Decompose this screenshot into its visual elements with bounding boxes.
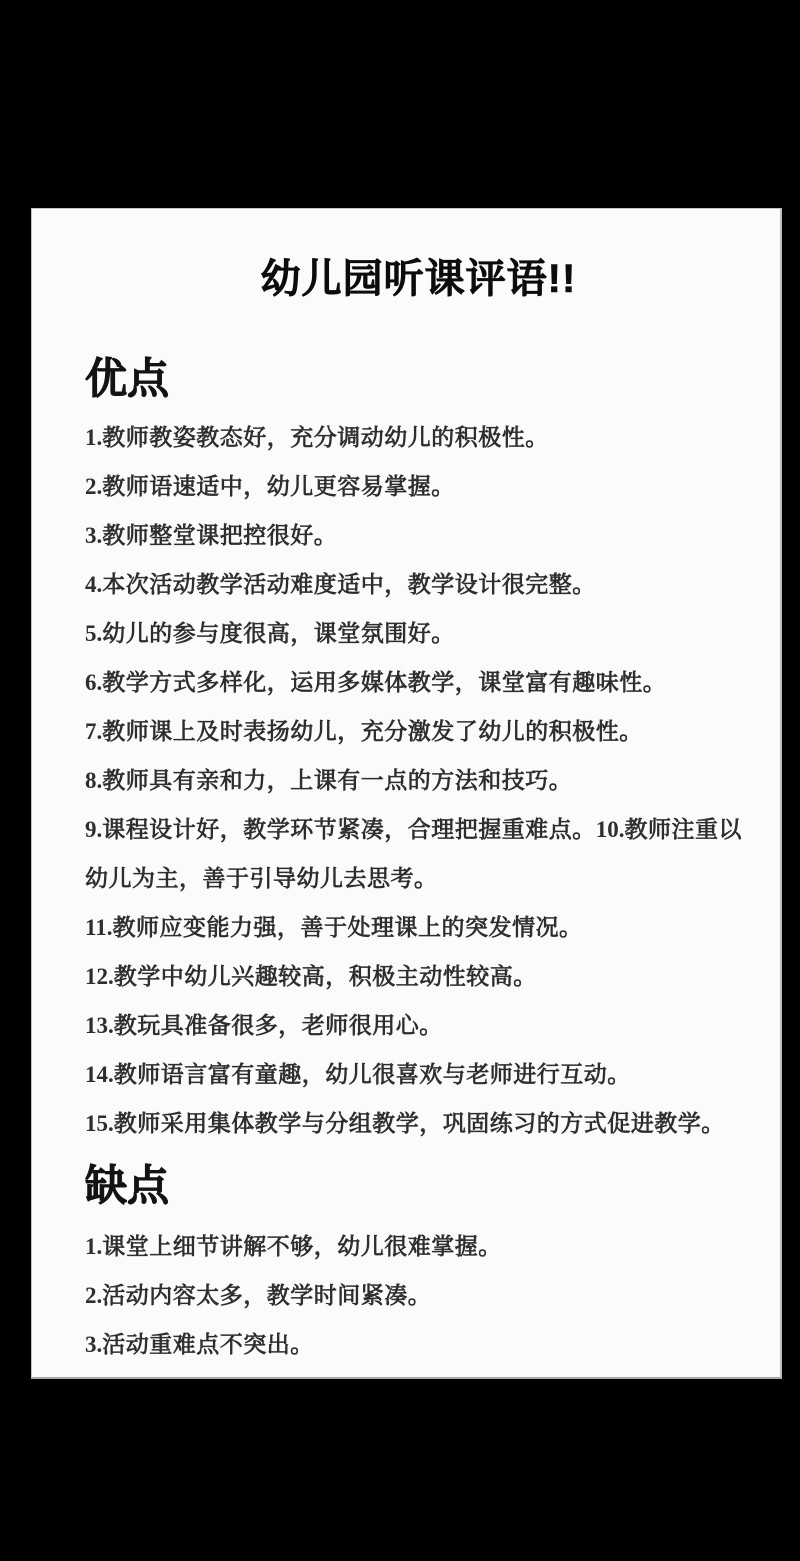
item-text: 教师教姿教态好，充分调动幼儿的积极性。 (102, 424, 549, 450)
item-number: 5. (85, 621, 103, 646)
disadvantages-list (85, 1222, 752, 1369)
list-item-combined-9-10 (85, 805, 752, 903)
item-text: 教师课上及时表扬幼儿，充分激发了幼儿的积极性。 (102, 718, 643, 744)
list-item (85, 609, 752, 658)
page-title: 幼儿园听课评语!! (260, 257, 577, 301)
item-number: 2. (85, 1283, 103, 1308)
item-number: 9. (85, 817, 103, 842)
list-item (85, 707, 752, 756)
list-item (85, 462, 752, 511)
item-text: 教学中幼儿兴趣较高，积极主动性较高。 (113, 963, 537, 989)
item-text: 教师采用集体教学与分组教学，巩固练习的方式促进教学。 (113, 1110, 725, 1136)
item-text: 教玩具准备很多，老师很用心。 (113, 1012, 443, 1038)
item-number: 3. (85, 1332, 103, 1357)
section-heading-advantages: 优点 (85, 355, 170, 402)
item-number: 13. (85, 1013, 114, 1038)
advantages-list (85, 413, 752, 1148)
item-number: 11. (85, 915, 113, 940)
item-text: 活动内容太多，教学时间紧凑。 (102, 1282, 432, 1308)
list-item (85, 952, 752, 1001)
item-text: 课堂上细节讲解不够，幼儿很难掌握。 (102, 1233, 502, 1259)
list-item (85, 1099, 752, 1148)
item-number: 14. (85, 1062, 114, 1087)
document-page (31, 208, 782, 1379)
item-text: 教师具有亲和力，上课有一点的方法和技巧。 (102, 767, 573, 793)
item-text: 活动重难点不突出。 (102, 1331, 314, 1357)
item-number: 1. (85, 425, 103, 450)
item-number: 15. (85, 1111, 114, 1136)
list-item (85, 560, 752, 609)
item-text: 本次活动教学活动难度适中，教学设计很完整。 (102, 571, 596, 597)
item-text: 教师整堂课把控很好。 (102, 522, 338, 548)
item-text: 教师语言富有童趣，幼儿很喜欢与老师进行互动。 (113, 1061, 631, 1087)
item-number: 4. (85, 572, 103, 597)
list-item (85, 756, 752, 805)
item-number: 3. (85, 523, 103, 548)
list-item (85, 1222, 752, 1271)
item-text: 教师注重以幼儿为主，善于引导幼儿去思考。 (85, 816, 742, 891)
item-number: 1. (85, 1234, 103, 1259)
item-number: 12. (85, 964, 114, 989)
list-item (85, 511, 752, 560)
item-number: 6. (85, 670, 103, 695)
item-number: 8. (85, 768, 103, 793)
item-number: 2. (85, 474, 103, 499)
list-item (85, 903, 752, 952)
item-number: 7. (85, 719, 103, 744)
list-item (85, 1271, 752, 1320)
item-text: 课程设计好，教学环节紧凑，合理把握重难点。 (102, 816, 596, 842)
page-content (32, 255, 780, 1369)
item-text: 幼儿的参与度很高，课堂氛围好。 (102, 620, 455, 646)
item-text: 教学方式多样化，运用多媒体教学，课堂富有趣味性。 (102, 669, 667, 695)
list-item (85, 1001, 752, 1050)
list-item (85, 1320, 752, 1369)
section-heading-disadvantages: 缺点 (85, 1162, 170, 1209)
item-number: 10. (595, 817, 625, 842)
list-item (85, 1050, 752, 1099)
item-text: 教师语速适中，幼儿更容易掌握。 (102, 473, 455, 499)
item-text: 教师应变能力强，善于处理课上的突发情况。 (112, 914, 583, 940)
list-item (85, 658, 752, 707)
list-item (85, 413, 752, 462)
